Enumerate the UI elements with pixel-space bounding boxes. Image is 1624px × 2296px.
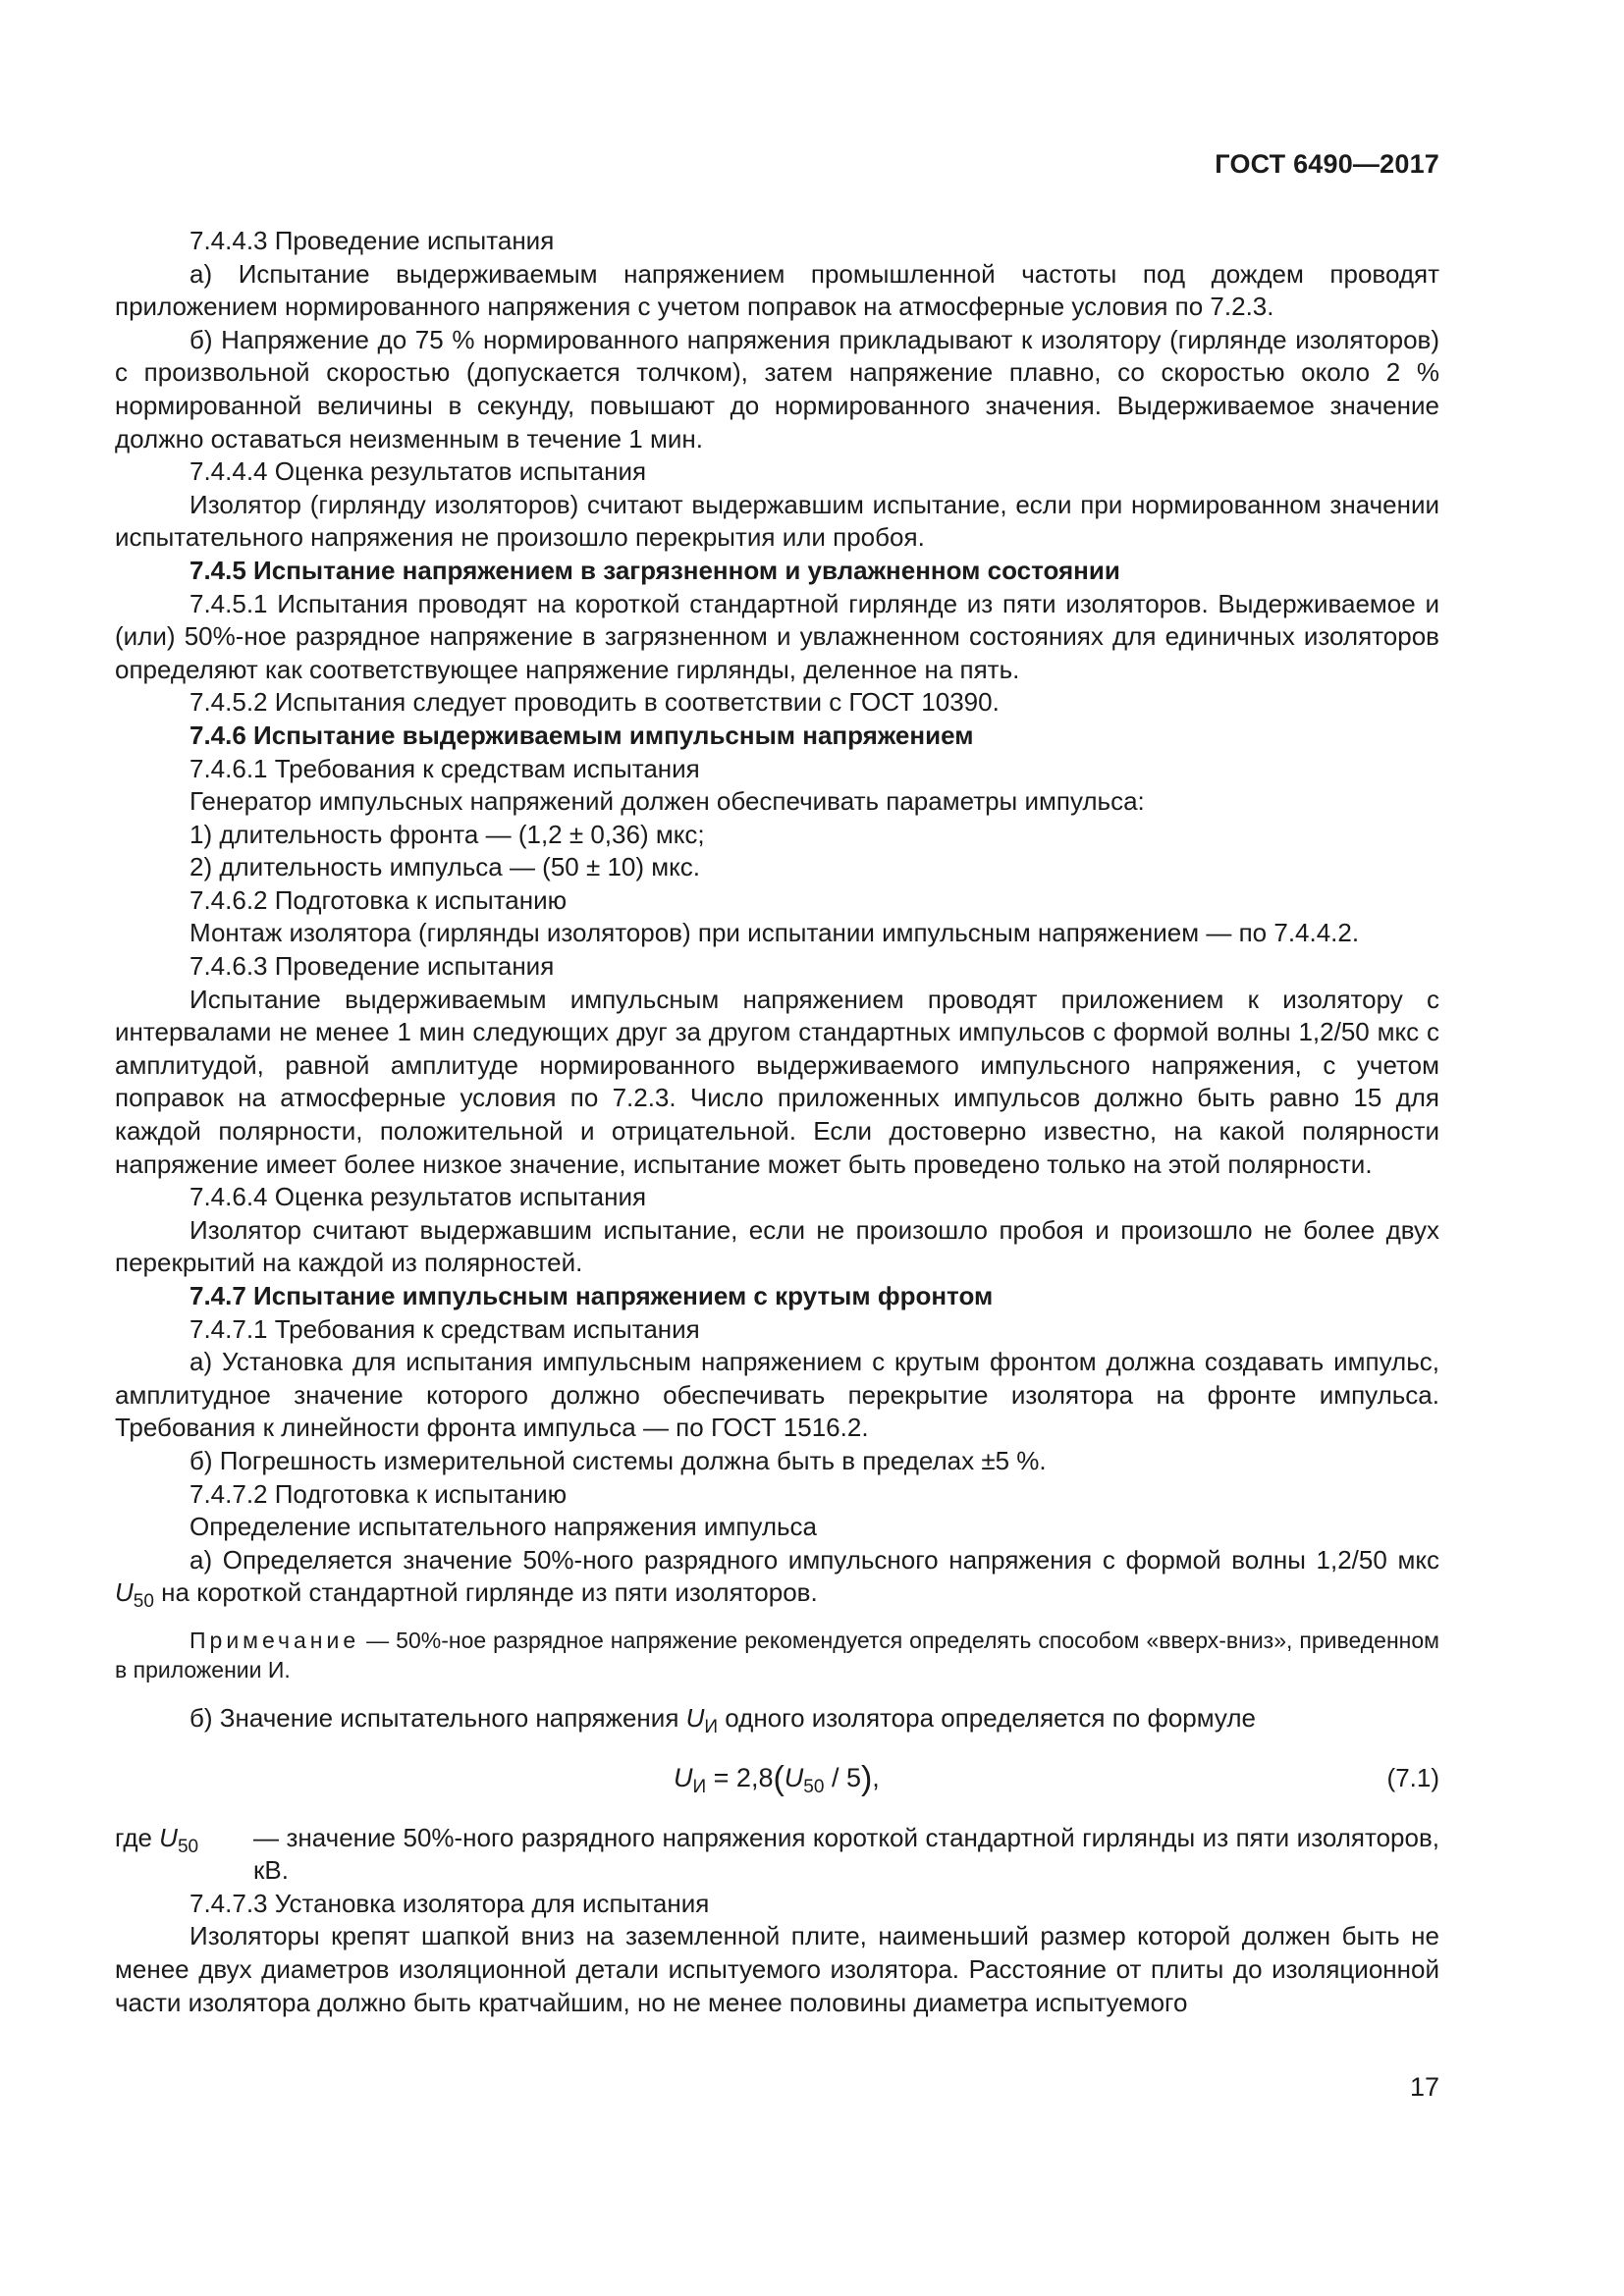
paragraph: б) Погрешность измерительной системы должна быть в пределах ±5 %. (189, 1445, 1047, 1475)
paragraph: Монтаж изолятора (гирлянды изоляторов) при испытании импульсным напряжением — по 7.4.4.2. (189, 918, 1360, 948)
paragraph: Изоляторы крепят шапкой вниз на заземленной плите, наименьший размер которой должен быть не менее двух диаметров изоляционной детали испытуемого изолятора. Расстояние от плиты до изоляционной части изолятора должно быть кратчайшим, но не менее половины диаметра испытуемого (115, 1921, 1439, 2017)
symbol-u: U (685, 1702, 705, 1733)
section-heading: 7.4.7 Испытание импульсным напряжением с крутым фронтом (189, 1281, 994, 1310)
paragraph: Генератор импульсных напряжений должен обеспечивать параметры импульса: (189, 786, 1145, 817)
paragraph: а) Установка для испытания импульсным напряжением с крутым фронтом должна создавать импульс, амплитудное значение которого должно обеспечивать перекрытие изолятора на фронте импульса. Требования к линейности фронта импульса — по ГОСТ 1516.2. (115, 1347, 1439, 1443)
paragraph: а) Испытание выдерживаемым напряжением промышленной частоты под дождем проводят приложением нормированного напряжения с учетом поправок на атмосферные условия по 7.2.3. (115, 258, 1439, 322)
formula-number: (7.1) (1386, 1762, 1439, 1792)
subsection-heading: 7.4.6.1 Требования к средствам испытания (189, 753, 700, 783)
symbol-u: U (159, 1822, 178, 1852)
paren-close: ) (860, 1759, 873, 1797)
paragraph: Изолятор (гирлянду изоляторов) считают выдержавшим испытание, если при нормированном значении испытательного напряжения не произошло перекрытия или пробоя. (115, 489, 1439, 553)
paragraph: Испытание выдерживаемым импульсным напряжением проводят приложением к изолятору с интервалами не менее 1 мин следующих друг за другом стандартных импульсов с формой волны 1,2/50 мкс с амплитудой, равной амплитуде нормированного выдерживаемого импульсного напряжения, с учетом поправок на атмосферные условия по 7.2.3. Число приложенных импульсов должно быть равно 15 для каждой полярности, положительной и отрицательной. Если достоверно известно, на какой полярности напряжение имеет более низкое значение, испытание может быть проведено только на этой полярности. (115, 984, 1439, 1179)
symbol-u: U (784, 1762, 804, 1792)
formula-trail: , (872, 1762, 880, 1792)
formula-block (115, 1749, 1439, 1814)
subsection-heading: 7.4.6.3 Проведение испытания (189, 951, 555, 982)
paragraph (115, 1702, 1439, 1735)
page-body (115, 225, 1439, 2019)
subsection-heading: 7.4.7.2 Подготовка к испытанию (189, 1478, 568, 1509)
formula-part: = 2,8 (706, 1762, 774, 1792)
paragraph: б) Напряжение до 75 % нормированного напряжения прикладывают к изолятору (гирлянде изоляторов) с произвольной скоростью (допускается толчком), затем напряжение плавно, со скоростью около 2 % нормированной величины в секунду, повышают до нормированного значения. Выдерживаемое значение должно оставаться неизменным в течение 1 мин. (115, 324, 1439, 454)
subsection-heading: 7.4.4.4 Оценка результатов испытания (189, 456, 647, 487)
paragraph (115, 1544, 1439, 1613)
text-run: одного изолятора определяется по формуле (718, 1702, 1256, 1733)
where-prefix: где (115, 1822, 160, 1852)
paragraph: Определение испытательного напряжения импульса (189, 1512, 818, 1542)
note (115, 1626, 1439, 1684)
note-label: Примечание (189, 1627, 360, 1653)
where-clause (115, 1822, 1439, 1888)
page-number: 17 (1409, 2072, 1439, 2102)
symbol-subscript: И (692, 1776, 707, 1797)
subsection-heading: 7.4.7.1 Требования к средствам испытания (189, 1313, 700, 1344)
document-code: ГОСТ 6490—2017 (1215, 149, 1439, 179)
symbol-subscript: 50 (803, 1776, 825, 1797)
symbol-subscript: 50 (177, 1836, 199, 1857)
list-item: 1) длительность фронта — (1,2 ± 0,36) мкс; (189, 819, 705, 849)
symbol-subscript: 50 (133, 1591, 154, 1613)
formula-part: / 5 (824, 1762, 861, 1792)
where-definition: — значение 50%-ного разрядного напряжения короткой стандартной гирлянды из пяти изоляторов, кВ. (253, 1822, 1439, 1886)
subsection-heading: 7.4.6.4 Оценка результатов испытания (189, 1182, 647, 1212)
formula (674, 1759, 880, 1797)
symbol-u: U (115, 1577, 134, 1608)
paragraph: 7.4.5.1 Испытания проводят на короткой стандартной гирлянде из пяти изоляторов. Выдерживаемое и (или) 50%-ное разрядное напряжение в загрязненном и увлажненном состояниях для единичных изоляторов определяют как соответствующее напряжение гирлянды, деленное на пять. (115, 588, 1439, 684)
symbol-subscript: И (704, 1716, 719, 1737)
subsection-heading: 7.4.6.2 Подготовка к испытанию (189, 884, 568, 915)
section-heading: 7.4.5 Испытание напряжением в загрязненном и увлажненном состоянии (189, 555, 1120, 585)
paren-open: ( (773, 1759, 785, 1797)
subsection-heading: 7.4.7.3 Установка изолятора для испытания (189, 1888, 710, 1918)
note-text: — 50%-ное разрядное напряжение рекомендуется определять способом «вверх-вниз», приведенном в приложении И. (115, 1627, 1439, 1682)
where-label (115, 1822, 198, 1855)
paragraph: Изолятор считают выдержавшим испытание, если не произошло пробоя и произошло не более двух перекрытий на каждой из полярностей. (115, 1214, 1439, 1278)
list-item: 2) длительность импульса — (50 ± 10) мкс. (189, 852, 701, 882)
paragraph: 7.4.5.2 Испытания следует проводить в соответствии с ГОСТ 10390. (189, 687, 1000, 718)
symbol-u: U (674, 1762, 693, 1792)
text-run: на короткой стандартной гирлянде из пяти изоляторов. (153, 1577, 818, 1608)
subsection-heading: 7.4.4.3 Проведение испытания (189, 226, 555, 255)
section-heading: 7.4.6 Испытание выдерживаемым импульсным напряжением (189, 720, 974, 750)
text-run: а) Определяется значение 50%-ного разрядного импульсного напряжения с формой волны 1,2/50 мкс (189, 1544, 1439, 1575)
text-run: б) Значение испытательного напряжения (189, 1702, 686, 1733)
